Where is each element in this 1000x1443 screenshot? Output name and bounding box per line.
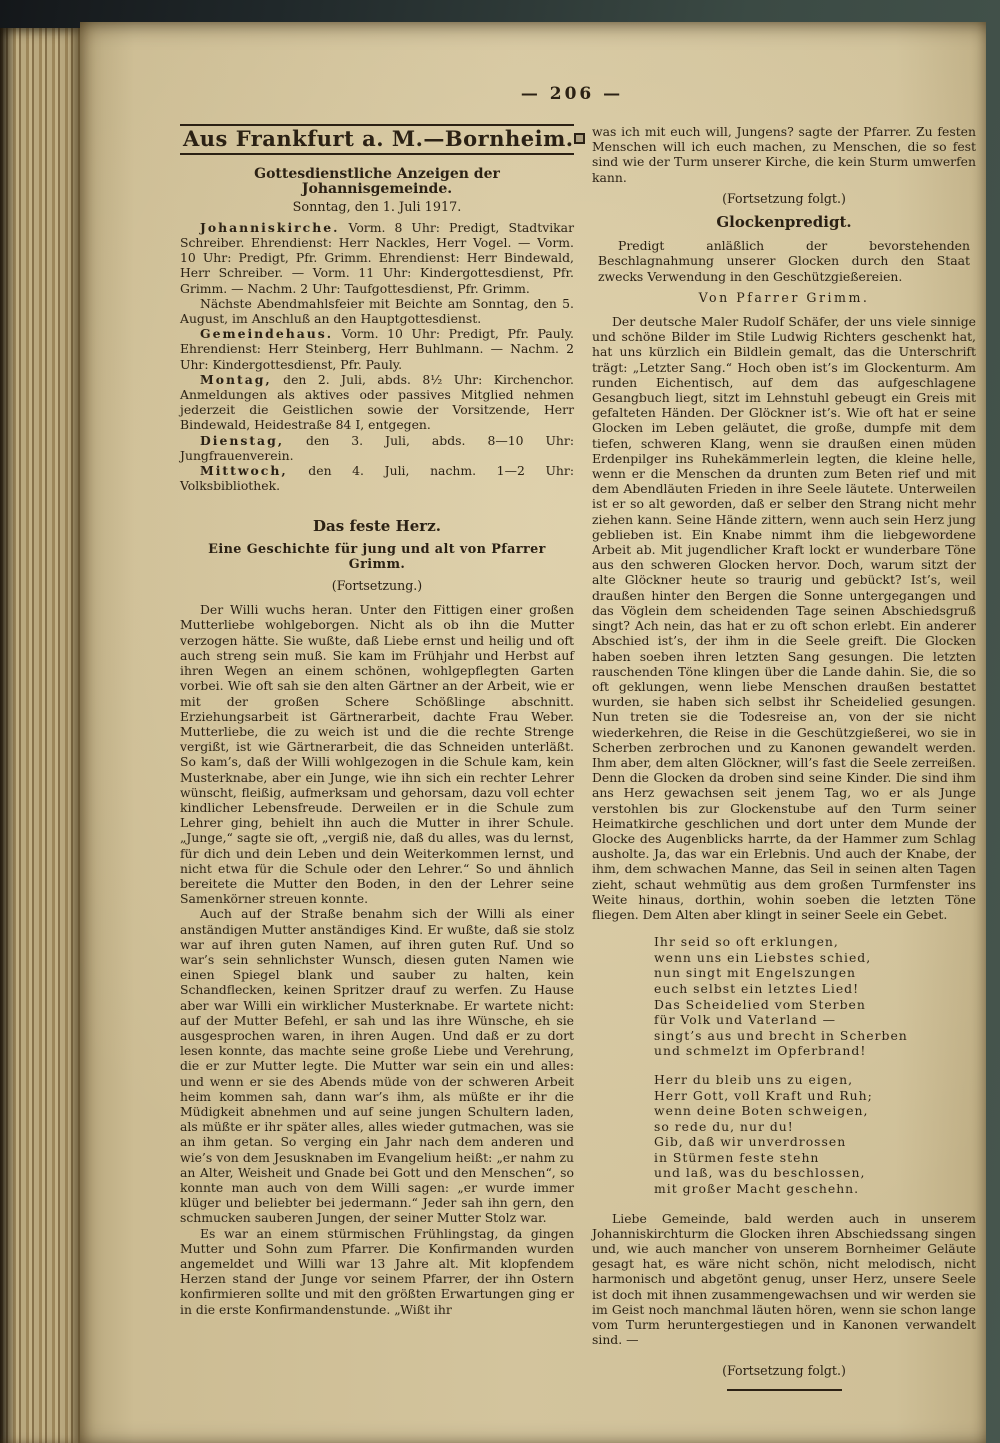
poem-line: in Stürmen feste stehn bbox=[654, 1149, 820, 1165]
poem-line: mit großer Macht geschehn. bbox=[654, 1181, 860, 1197]
service-item-text: Nächste Abendmahlsfeier mit Beichte am Sonntag, den 5. August, im Anschluß an den Hauptgottesdienst. bbox=[180, 295, 574, 327]
service-item bbox=[180, 326, 574, 372]
service-item-lead: Johanniskirche. bbox=[200, 219, 340, 235]
service-item-text: den 4. Juli, nachm. 1—2 Uhr: Volksbibliothek. bbox=[180, 463, 574, 494]
service-item bbox=[180, 220, 574, 296]
poem-stanza-1 bbox=[654, 934, 976, 1059]
poem-line: nun singt mit Engelszungen bbox=[654, 965, 857, 981]
service-item bbox=[180, 433, 574, 463]
story-paragraph: Der Willi wuchs heran. Unter den Fittigen einer großen Mutterliebe wohlgeborgen. Nicht als ob ihn die Mutter verzogen hätte. Sie wußte, daß Liebe ernst und heilig und oft auch streng sein muß. Sie kam im Frühjahr und Herbst auf ihren Wegen an einem schönen, wohlgepflegten Garten vorbei. Wie oft sah sie den alten Gärtner an der Arbeit, wie er mit der großen Schere Schößlinge abschnitt. Erziehungsarbeit ist Gärtnerarbeit, dachte Frau Weber. Mutterliebe, die zu weich ist und die die rechte Strenge vergißt, ist wie Gärtnerarbeit, die das Schneiden unterläßt. So kam’s, daß der Willi wohlgezogen in die Schule kam, kein Musterknabe, aber ein Junge, wie ihn sich ein rechter Lehrer wünscht, fleißig, aufmerksam und gehorsam, dazu voll echter kindlicher Lebensfreude. Derweilen er in die Schule zum Lehrer ging, behielt ihn auch die Mutter in ihrer Schule. „Junge,“ sagte sie oft, „vergiß nie, daß du alles, was du lernst, für dich und dein Leben und dein Weiterkommen lernst, und nicht etwa für die Schule oder den Lehrer.“ So und ähnlich bereitete die Mutter den Boden, in den der Lehrer seine Samenkörner streuen konnte. bbox=[180, 602, 574, 907]
text-columns bbox=[180, 124, 976, 1391]
service-item-lead: Montag, bbox=[200, 371, 272, 387]
story-carryover-text: was ich mit euch will, Jungens? sagte der Pfarrer. Zu festen Menschen will ich euch machen, zu Menschen, die so fest sind wie der Turm unserer Kirche, die kein Sturm umwerfen kann. bbox=[592, 124, 976, 185]
poem-line: und schmelzt im Opferbrand! bbox=[654, 1043, 867, 1059]
service-item bbox=[180, 463, 574, 493]
left-column bbox=[180, 124, 574, 1391]
sermon-title: Glockenpredigt. bbox=[716, 213, 852, 232]
sermon-closing-paragraph: Liebe Gemeinde, bald werden auch in unserem Johanniskirchturm die Glocken ihren Abschiedssang singen und, wie auch mancher von unserem Bornheimer Geläute gesagt hat, es wäre nicht schön, nicht melodisch, nicht harmonisch und abgetönt genug, unser Herz, unsere Seele ist doch mit ihnen zusammengewachsen und wir werden sie im Geist noch manchmal läuten hören, wenn sie schon lange vom Turm heruntergestiegen und in Kanonen verwandelt sind. — bbox=[592, 1210, 976, 1348]
service-item bbox=[180, 296, 574, 326]
poem-line: singt’s aus und brecht in Scherben bbox=[654, 1027, 908, 1043]
story-subtitle: Eine Geschichte für jung und alt von Pfarrer Grimm. bbox=[208, 541, 546, 572]
service-item-text: Vorm. 8 Uhr: Predigt, Stadtvikar Schreiber. Ehrendienst: Herr Nackles, Herr Vogel. — Vorm. 10 Uhr: Predigt, Pfr. Grimm. Ehrendienst: Herr Bindewald, Herr Schreiber. — Vorm. 11 Uhr: Kindergottesdienst, Pfr. Grimm. — Nachm. 2 Uhr: Taufgottesdienst, Pfr. Grimm. bbox=[180, 219, 574, 296]
poem-line: für Volk und Vaterland — bbox=[654, 1012, 836, 1028]
poem-line: euch selbst ein letztes Lied! bbox=[654, 980, 860, 996]
masthead-ornament-icon bbox=[574, 133, 585, 144]
scanned-newspaper-page bbox=[80, 22, 986, 1443]
service-item-text: den 3. Juli, abds. 8—10 Uhr: Jungfrauenverein. bbox=[180, 432, 574, 463]
poem-line: wenn deine Boten schweigen, bbox=[654, 1103, 869, 1119]
service-item-text: den 2. Juli, abds. 8½ Uhr: Kirchenchor. Anmeldungen als aktives oder passives Mitglied nehmen jederzeit die Geistlichen sowie der Vorsitzende, Herr Bindewald, Heidestraße 84 I, entgegen. bbox=[180, 371, 574, 433]
service-item-lead: Mittwoch, bbox=[200, 463, 288, 479]
poem-line: Gib, daß wir unverdrossen bbox=[654, 1134, 847, 1150]
end-divider-rule bbox=[727, 1389, 842, 1391]
poem-line: Herr Gott, voll Kraft und Ruh; bbox=[654, 1087, 873, 1103]
poem-line: wenn uns ein Liebstes schied, bbox=[654, 949, 872, 965]
poem-stanza-2 bbox=[654, 1072, 976, 1197]
story-title: Das feste Herz. bbox=[313, 517, 441, 536]
sermon-to-be-continued-note: (Fortsetzung folgt.) bbox=[722, 1363, 846, 1379]
sermon-poem bbox=[654, 934, 976, 1197]
service-item bbox=[180, 372, 574, 433]
poem-line: so rede du, nur du! bbox=[654, 1118, 794, 1134]
masthead-title: Aus Frankfurt a. M.—Bornheim. bbox=[183, 126, 574, 151]
sermon-byline: Von Pfarrer Grimm. bbox=[698, 289, 870, 305]
story-continuation-note: (Fortsetzung.) bbox=[331, 578, 423, 594]
poem-line: und laß, was du beschlossen, bbox=[654, 1165, 866, 1181]
sermon-body-paragraph: Der deutsche Maler Rudolf Schäfer, der uns viele sinnige und schöne Bilder im Stile Ludwig Richters geschenkt hat, hat uns kürzlich ein Bildlein gemalt, das die Unterschrift trägt: „Letzter Sang.“ Hoch oben ist’s im Glockenturm. Am runden Eichentisch, auf dem das aufgeschlagene Gesangbuch liegt, sitzt im Lehnstuhl gebeugt ein Greis mit gefalteten Händen. Der Glöckner ist’s. Wie oft hat er seine Glocken im Leben geläutet, die große, dumpfe mit dem tiefen, schweren Klang, wenn sie draußen einen müden Erdenpilger ins Ruhekämmerlein legten, die kleine helle, wenn er die Menschen da drunten zum Beten rief und mit dem Abendläuten Frieden in ihre Seele läutete. Unterweilen ist er so alt geworden, daß er selber den Strang nicht mehr ziehen kann. Seine Hände zittern, wenn auch sein Herz jung geblieben ist. Ein Knabe nimmt ihm die liebgewordene Arbeit ab. Mit jugendlicher Kraft lockt er wunderbare Töne aus den schweren Glocken hervor. Doch, warum sitzt der alte Glöckner heute so traurig und gebückt? Ist’s, weil draußen hinter den Bergen die Sonne untergegangen und das Vöglein dem scheidenden Tage seinen Abschiedsgruß singt? Ach nein, das hat er zu oft schon erlebt. Ein anderer Abschied ist’s, der ihm in die Seele greift. Die Glocken haben soeben ihren letzten Sang gesungen. Die letzten rauschenden Töne klingen über die Lande dahin. Sie, die so oft geklungen, wenn liebe Menschen draußen bestattet wurden, sie haben sich selbst ihr Scheidelied gesungen. Nun treten sie die Todesreise an, von der sie nicht wiederkehren, die Reise in die Geschützgießerei, wo sie in Scherben zerbrochen und zu Kanonen gewandelt werden. Ihm aber, dem alten Glöckner, will’s fast die Seele zerreißen. Denn die Glocken da droben sind seine Kinder. Die sind ihm ans Herz gewachsen seit jenem Tag, wo er als Junge verstohlen bis zur Glockenstube auf den Turm seiner Heimatkirche geschlichen und dort unter dem Munde der Glocke des Augenblicks harrte, da der Hammer zum Schlag ausholte. Ja, das war ein Erlebnis. Und auch der Knabe, der ihm, dem schwachen Manne, das Seil in seinen alten Tagen zieht, schaut wehmütig aus dem großen Turmfenster ins Weite hinaus, dorthin, wohin soeben die letzten Töne fliegen. Dem Alten aber klingt in seiner Seele ein Gebet. bbox=[592, 314, 976, 922]
services-heading: Gottesdienstliche Anzeigen der Johannisgemeinde. bbox=[254, 166, 500, 198]
poem-line: Das Scheidelied vom Sterben bbox=[654, 996, 866, 1012]
services-date-line: Sonntag, den 1. Juli 1917. bbox=[292, 199, 462, 215]
story-paragraph: Auch auf der Straße benahm sich der Willi als einer anständigen Mutter anständiges Kind. Er wußte, daß sie stolz war auf ihren guten Namen, auf ihren guten Ruf. Und so war’s sein sehnlichster Wunsch, diesen guten Namen wie einen Spiegel blank und sauber zu halten, kein Schandflecken, keinen Spritzer drauf zu werfen. Zu Hause aber war Willi ein wirklicher Musterknabe. Er wartete nicht: auf der Mutter Befehl, er sah und las ihre Wünsche, eh sie ausgesprochen waren, in ihren Augen. Und daß er zu dort lesen konnte, das machte seine große Liebe und Verehrung, die er zur Mutter legte. Die Mutter war sein ein und alles: und wenn er sie des Abends müde von der schweren Arbeit heim kommen sah, dann war’s ihm, als müßte er ihr die Müdigkeit abnehmen und auf seine jungen Schultern laden, als müßte er ihr später alles, alles wieder gutmachen, was sie an ihm getan. So verging ein Jahr nach dem anderen und wie’s von dem Jesusknaben im Evangelium heißt: „er nahm zu an Alter, Weisheit und Gnade bei Gott und den Menschen“, so konnte man auch von dem Willi sagen: „er wurde immer klüger und beliebter bei jedermann.“ Jeder sah ihn gern, den schmucken sauberen Jungen, der seiner Mutter Stolz war. bbox=[180, 906, 574, 1226]
story-paragraph: Es war an einem stürmischen Frühlingstag, da gingen Mutter und Sohn zum Pfarrer. Die Konfirmanden wurden angemeldet und Willi war 13 Jahre alt. Mit klopfendem Herzen stand der Junge vor seinem Pfarrer, der ihn Ostern konfirmieren sollte und mit den größten Erwartungen ging er in die erste Konfirmandenstunde. „Wißt ihr bbox=[180, 1225, 574, 1317]
service-item-text: Vorm. 10 Uhr: Predigt, Pfr. Pauly. Ehrendienst: Herr Steinberg, Herr Buhlmann. — Nachm. 2 Uhr: Kindergottesdienst, Pfr. Pauly. bbox=[180, 326, 574, 372]
masthead bbox=[180, 124, 574, 155]
service-item-lead: Dienstag, bbox=[200, 432, 285, 448]
poem-line: Herr du bleib uns zu eigen, bbox=[654, 1071, 854, 1087]
page-number: — 206 — bbox=[520, 84, 624, 104]
poem-line: Ihr seid so oft erklungen, bbox=[654, 934, 839, 950]
sermon-intro: Predigt anläßlich der bevorstehenden Beschlagnahmung unserer Glocken durch den Staat zwecks Verwendung in den Geschützgießereien. bbox=[598, 238, 970, 284]
right-column bbox=[592, 124, 976, 1391]
book-fore-edge bbox=[0, 28, 80, 1443]
service-item-lead: Gemeindehaus. bbox=[200, 326, 334, 342]
story-to-be-continued-note: (Fortsetzung folgt.) bbox=[722, 190, 846, 206]
